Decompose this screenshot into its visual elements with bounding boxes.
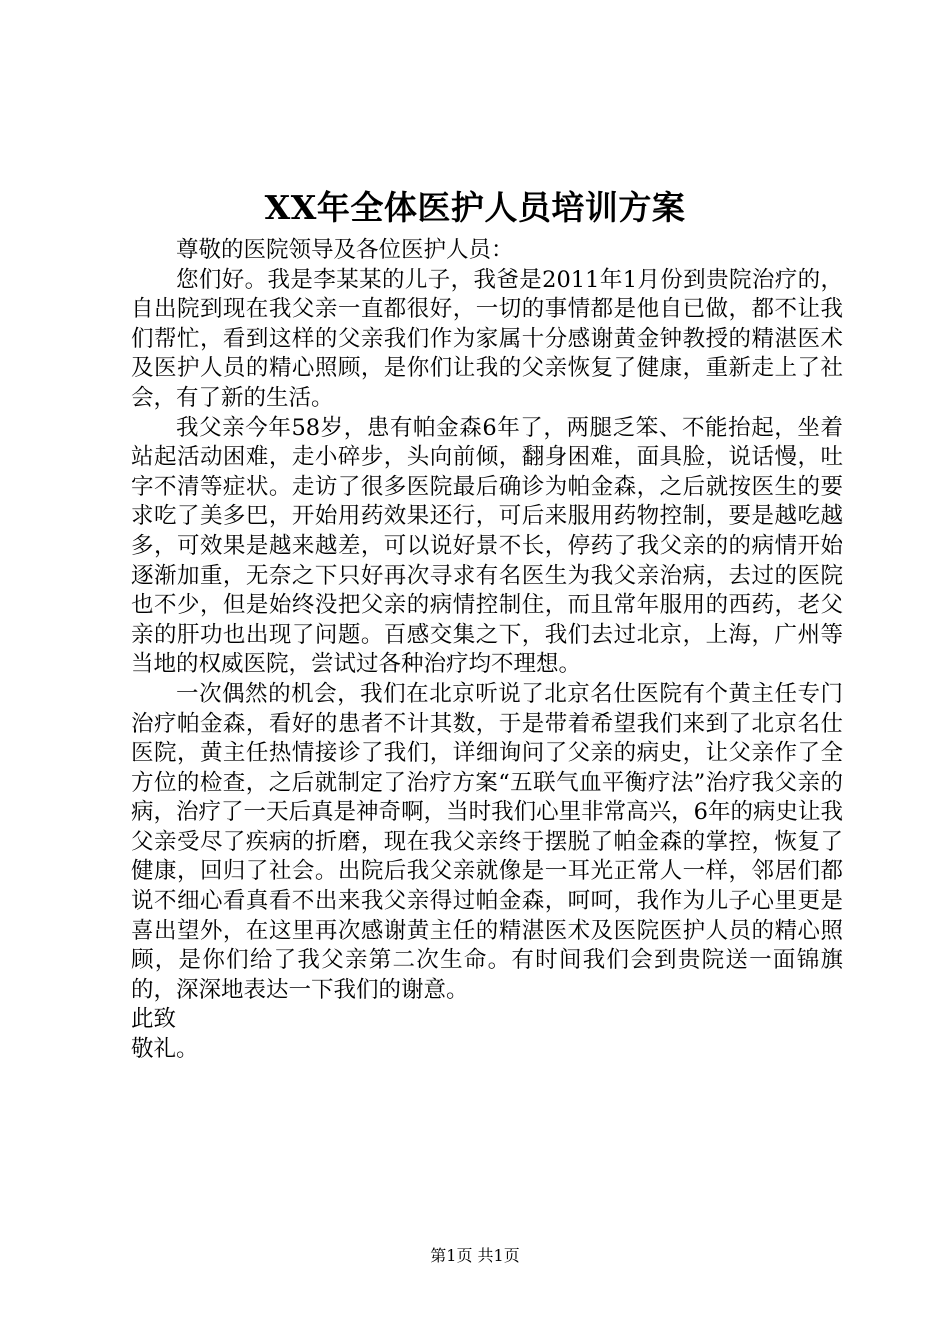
closing-line-1: 此致: [131, 1006, 177, 1033]
paragraph-2: 我父亲今年58岁，患有帕金森6年了，两腿乏笨、不能抬起，坐着站起活动困难，走小碎步，头向前倾，翻身困难，面具脸，说话慢，吐字不清等症状。走访了很多医院最后确诊为帕金森，之后就按医生的要求吃了美多巴，开始用药效果还行，可后来服用药物控制，要是越吃越多，可效果是越来越差，可以说好景不长，停药了我父亲的的病情开始逐渐加重，无奈之下只好再次寻求有名医生为我父亲治病，去过的医院也不少，但是始终没把父亲的病情控制住，而且常年服用的西药，老父亲的肝功也出现了问题。百感交集之下，我们去过北京，上海，广州等当地的权威医院，尝试过各种治疗均不理想。: [131, 414, 843, 678]
closing-line-2: 敬礼。: [131, 1036, 199, 1063]
paragraph-3: 一次偶然的机会，我们在北京听说了北京名仕医院有个黄主任专门治疗帕金森，看好的患者不计其数，于是带着希望我们来到了北京名仕医院，黄主任热情接诊了我们，详细询问了父亲的病史，让父亲作了全方位的检查，之后就制定了治疗方案“五联气血平衡疗法”治疗我父亲的病，治疗了一天后真是神奇啊，当时我们心里非常高兴，6年的病史让我父亲受尽了疾病的折磨，现在我父亲终于摆脱了帕金森的掌控，恢复了健康，回归了社会。出院后我父亲就像是一耳光正常人一样，邻居们都说不细心看真看不出来我父亲得过帕金森，呵呵，我作为儿子心里更是喜出望外，在这里再次感谢黄主任的精湛医术及医院医护人员的精心照顾，是你们给了我父亲第二次生命。有时间我们会到贵院送一面锦旗的，深深地表达一下我们的谢意。: [131, 680, 843, 1003]
page-number-footer: 第1页 共1页: [430, 1246, 520, 1265]
salutation: 尊敬的医院领导及各位医护人员：: [176, 237, 514, 263]
document-title: XX年全体医护人员培训方案: [264, 188, 686, 227]
document-body: [131, 236, 843, 1065]
paragraph-1: 您们好。我是李某某的儿子，我爸是2011年1月份到贵院治疗的，自出院到现在我父亲一直都很好，一切的事情都是他自已做，都不让我们帮忙，看到这样的父亲我们作为家属十分感谢黄金钟教授的精湛医术及医护人员的精心照顾，是你们让我的父亲恢复了健康，重新走上了社会，有了新的生活。: [131, 266, 843, 411]
